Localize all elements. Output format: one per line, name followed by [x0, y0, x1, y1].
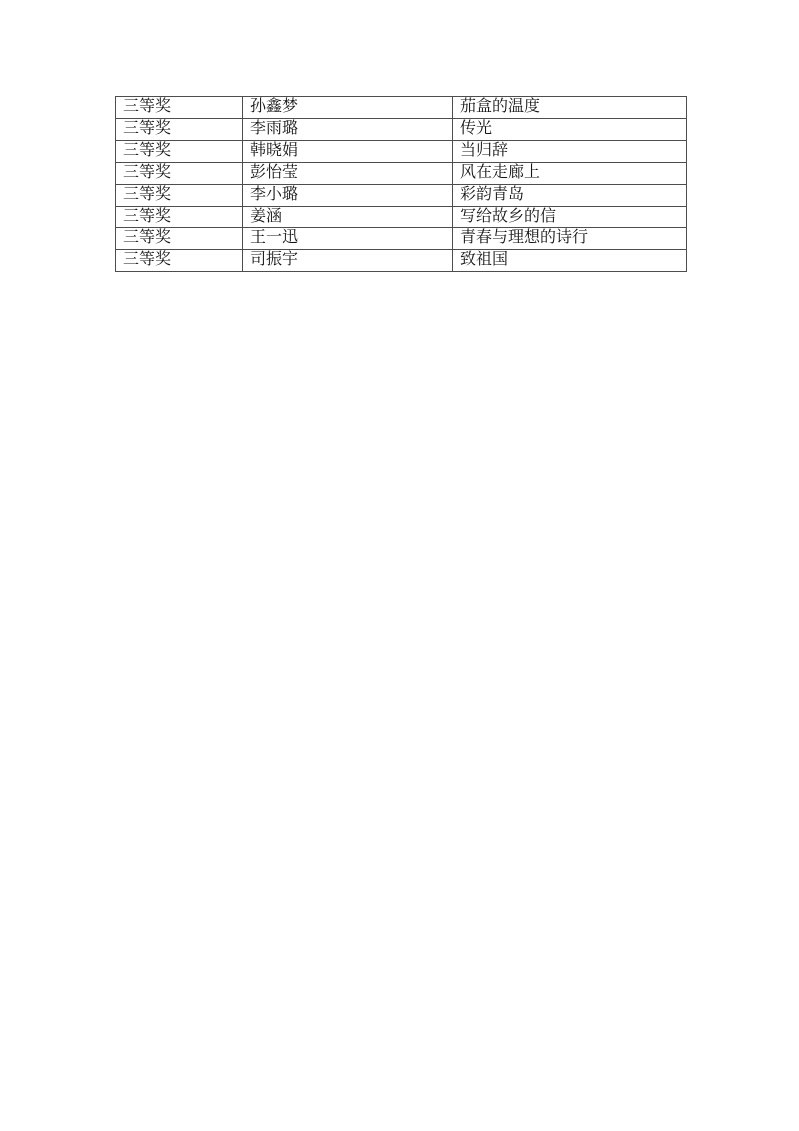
awards-table	[115, 96, 687, 272]
table-row	[116, 184, 687, 206]
name-cell: 李小璐	[243, 184, 453, 206]
name-cell: 李雨璐	[243, 118, 453, 140]
title-cell: 当归辞	[453, 140, 687, 162]
table-row	[116, 118, 687, 140]
awards-table-body	[116, 97, 687, 272]
name-cell: 王一迅	[243, 228, 453, 250]
title-cell: 彩韵青岛	[453, 184, 687, 206]
award-cell: 三等奖	[116, 184, 243, 206]
award-cell: 三等奖	[116, 206, 243, 228]
award-cell: 三等奖	[116, 162, 243, 184]
title-cell: 茄盒的温度	[453, 97, 687, 119]
award-cell: 三等奖	[116, 97, 243, 119]
table-row	[116, 140, 687, 162]
name-cell: 彭怡莹	[243, 162, 453, 184]
table-row	[116, 206, 687, 228]
name-cell: 姜涵	[243, 206, 453, 228]
title-cell: 风在走廊上	[453, 162, 687, 184]
award-cell: 三等奖	[116, 118, 243, 140]
award-cell: 三等奖	[116, 250, 243, 272]
name-cell: 孙鑫梦	[243, 97, 453, 119]
table-row	[116, 228, 687, 250]
table-row	[116, 162, 687, 184]
award-cell: 三等奖	[116, 228, 243, 250]
title-cell: 致祖国	[453, 250, 687, 272]
table-row	[116, 250, 687, 272]
title-cell: 写给故乡的信	[453, 206, 687, 228]
name-cell: 韩晓娟	[243, 140, 453, 162]
name-cell: 司振宇	[243, 250, 453, 272]
title-cell: 青春与理想的诗行	[453, 228, 687, 250]
table-row	[116, 97, 687, 119]
title-cell: 传光	[453, 118, 687, 140]
award-cell: 三等奖	[116, 140, 243, 162]
